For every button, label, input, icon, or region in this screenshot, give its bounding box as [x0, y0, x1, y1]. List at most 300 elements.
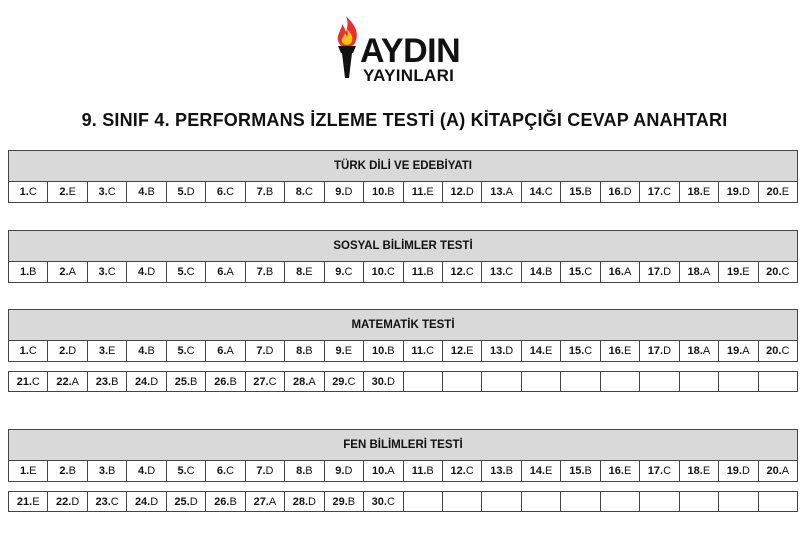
answer-letter: A: [71, 375, 79, 388]
question-number: 23.: [95, 495, 111, 508]
answer-cell: [482, 341, 521, 362]
answer-cell: [719, 461, 758, 482]
answer-cell: [364, 461, 403, 482]
answer-letter: A: [623, 266, 632, 278]
answer-cell: [9, 461, 48, 482]
question-number: 17.: [647, 345, 664, 357]
answer-letter: D: [265, 345, 274, 357]
answer-cell: [522, 182, 561, 203]
answer-letter: A: [702, 345, 711, 357]
answer-cell: [482, 461, 521, 482]
answer-letter: E: [344, 345, 353, 357]
question-number: 17.: [647, 266, 664, 278]
question-number: 29.: [332, 495, 348, 508]
answer-letter: C: [386, 495, 395, 508]
answer-cell: [561, 461, 600, 482]
answer-letter: C: [584, 345, 593, 357]
question-number: 4.: [138, 465, 148, 477]
answer-letter: B: [426, 266, 434, 278]
answer-cell: [601, 182, 640, 203]
answer-cell: [482, 491, 521, 512]
question-number: 5.: [177, 465, 187, 477]
answer-cell: [561, 262, 600, 283]
answer-letter: E: [742, 266, 750, 278]
answer-cell: [680, 262, 719, 283]
answer-letter: E: [781, 186, 790, 198]
question-number: 24.: [134, 375, 151, 388]
answer-cell: [285, 341, 324, 362]
answer-cell: [325, 262, 364, 283]
answer-cell: [9, 491, 48, 512]
answer-letter: C: [107, 266, 116, 278]
answer-cell: [246, 182, 285, 203]
section-header: FEN BİLİMLERİ TESTİ: [8, 429, 798, 461]
question-number: 11.: [411, 266, 427, 278]
question-number: 12.: [450, 186, 466, 198]
answer-cell: [443, 491, 482, 512]
answer-cell: [719, 182, 758, 203]
logo-subtitle: YAYINLARI: [363, 66, 455, 85]
answer-letter: C: [386, 266, 395, 278]
question-number: 13.: [489, 345, 506, 357]
question-number: 17.: [647, 186, 664, 198]
answer-cell: [127, 262, 166, 283]
answer-cell: [640, 182, 679, 203]
answer-letter: A: [742, 345, 750, 357]
question-number: 16.: [608, 465, 624, 477]
answer-cell: [325, 461, 364, 482]
answer-letter: E: [68, 186, 76, 198]
question-number: 24.: [134, 495, 151, 508]
answer-cell: [9, 341, 48, 362]
answer-cell: [206, 182, 245, 203]
answer-cell: [522, 262, 561, 283]
answer-cell: [404, 341, 443, 362]
answer-cell: [640, 371, 679, 392]
question-number: 28.: [292, 495, 309, 508]
answer-section: [8, 429, 798, 512]
question-number: 14.: [529, 465, 546, 477]
answer-cell: [640, 262, 679, 283]
answer-letter: B: [68, 465, 76, 477]
answer-letter: C: [347, 375, 356, 388]
question-number: 19.: [727, 345, 743, 357]
question-number: 21.: [16, 375, 32, 388]
question-number: 12.: [450, 465, 466, 477]
answer-cell: [206, 262, 245, 283]
answer-cell: [167, 491, 206, 512]
answer-cell: [285, 491, 324, 512]
answer-letter: E: [623, 465, 632, 477]
answer-cell: [246, 491, 285, 512]
answer-letter: C: [781, 266, 790, 278]
answer-cell: [364, 341, 403, 362]
answer-letter: D: [71, 495, 80, 508]
aydin-yayinlari-logo: [330, 12, 480, 88]
answer-cell: [719, 262, 758, 283]
answer-letter: B: [111, 375, 119, 388]
question-number: 23.: [95, 375, 112, 388]
answer-row: [8, 262, 798, 283]
answer-cell: [48, 371, 87, 392]
answer-cell: [561, 491, 600, 512]
answer-cell: [364, 371, 403, 392]
answer-cell: [443, 461, 482, 482]
answer-cell: [88, 371, 127, 392]
answer-cell: [759, 461, 798, 482]
answer-letter: D: [386, 375, 395, 388]
question-number: 12.: [450, 345, 467, 357]
answer-letter: C: [781, 345, 790, 357]
answer-cell: [404, 182, 443, 203]
answer-letter: B: [147, 186, 155, 198]
question-number: 3.: [98, 345, 109, 357]
answer-letter: A: [387, 465, 395, 477]
question-number: 12.: [450, 266, 466, 278]
answer-cell: [325, 491, 364, 512]
answer-cell: [88, 341, 127, 362]
answer-section: [8, 150, 798, 203]
answer-letter: E: [623, 345, 632, 357]
answer-letter: B: [426, 465, 434, 477]
answer-letter: C: [31, 375, 40, 388]
answer-cell: [88, 262, 127, 283]
answer-cell: [206, 371, 245, 392]
answer-letter: D: [147, 465, 156, 477]
answer-cell: [482, 182, 521, 203]
section-header: TÜRK DİLİ VE EDEBİYATI: [8, 150, 798, 182]
answer-row: [8, 461, 798, 482]
answer-section: [8, 309, 798, 392]
question-number: 11.: [411, 186, 427, 198]
answer-cell: [719, 491, 758, 512]
answer-cell: [404, 461, 443, 482]
answer-cell: [443, 182, 482, 203]
answer-letter: B: [347, 495, 356, 508]
answer-cell: [561, 182, 600, 203]
answer-letter: E: [545, 345, 553, 357]
question-number: 16.: [608, 266, 624, 278]
answer-letter: B: [305, 465, 313, 477]
answer-letter: D: [741, 186, 750, 198]
question-number: 30.: [371, 495, 387, 508]
question-number: 9.: [335, 345, 345, 357]
answer-letter: C: [663, 186, 672, 198]
answer-row: [8, 182, 798, 203]
answer-cell: [680, 182, 719, 203]
answer-letter: D: [265, 465, 274, 477]
answer-cell: [88, 461, 127, 482]
question-number: 15.: [569, 465, 585, 477]
answer-cell: [719, 341, 758, 362]
answer-letter: B: [387, 186, 395, 198]
question-number: 26.: [214, 375, 230, 388]
answer-letter: E: [108, 345, 116, 357]
answer-letter: A: [308, 375, 316, 388]
answer-letter: C: [465, 465, 474, 477]
section-header: MATEMATİK TESTİ: [8, 309, 798, 341]
question-number: 30.: [371, 375, 387, 388]
answer-letter: D: [150, 495, 159, 508]
question-number: 7.: [256, 465, 266, 477]
answer-letter: D: [189, 495, 198, 508]
question-number: 5.: [177, 266, 187, 278]
answer-cell: [127, 371, 166, 392]
answer-letter: C: [186, 465, 195, 477]
question-number: 20.: [766, 186, 782, 198]
answer-letter: B: [229, 375, 237, 388]
question-number: 20.: [766, 345, 782, 357]
answer-letter: B: [305, 345, 313, 357]
answer-cell: [206, 491, 245, 512]
answer-cell: [9, 371, 48, 392]
answer-letter: D: [150, 375, 159, 388]
answer-cell: [759, 262, 798, 283]
question-number: 14.: [529, 345, 546, 357]
answer-letter: B: [545, 266, 553, 278]
question-number: 8.: [295, 186, 305, 198]
question-number: 5.: [177, 345, 187, 357]
answer-letter: D: [663, 266, 672, 278]
answer-letter: D: [344, 465, 353, 477]
answer-letter: C: [226, 186, 235, 198]
answer-letter: D: [741, 465, 750, 477]
question-number: 29.: [332, 375, 348, 388]
answer-cell: [325, 182, 364, 203]
question-number: 15.: [568, 266, 585, 278]
question-number: 6.: [216, 186, 227, 198]
answer-letter: C: [28, 345, 37, 357]
answer-cell: [482, 262, 521, 283]
answer-letter: A: [505, 186, 513, 198]
answer-cell: [601, 262, 640, 283]
answer-letter: E: [426, 186, 434, 198]
answer-letter: E: [702, 465, 711, 477]
answer-cell: [404, 491, 443, 512]
question-number: 10.: [371, 266, 387, 278]
question-number: 18.: [687, 186, 703, 198]
answer-letter: B: [265, 266, 274, 278]
question-number: 4.: [138, 266, 148, 278]
question-number: 18.: [687, 266, 703, 278]
question-number: 26.: [214, 495, 230, 508]
answer-row: [8, 341, 798, 362]
question-number: 22.: [56, 375, 72, 388]
answer-cell: [246, 341, 285, 362]
answer-cell: [246, 461, 285, 482]
question-number: 19.: [726, 465, 742, 477]
answer-row: [8, 371, 798, 392]
question-number: 19.: [726, 186, 742, 198]
question-number: 11.: [411, 465, 427, 477]
question-number: 18.: [687, 465, 703, 477]
answer-letter: C: [107, 186, 116, 198]
answer-row: [8, 491, 798, 512]
question-number: 11.: [411, 345, 427, 357]
answer-cell: [9, 182, 48, 203]
question-number: 6.: [217, 345, 227, 357]
answer-letter: D: [623, 186, 632, 198]
answer-cell: [601, 341, 640, 362]
question-number: 6.: [216, 465, 227, 477]
question-number: 8.: [296, 465, 306, 477]
question-number: 18.: [687, 345, 703, 357]
answer-letter: A: [226, 266, 234, 278]
question-number: 13.: [490, 465, 506, 477]
answer-letter: D: [68, 345, 77, 357]
answer-cell: [48, 341, 87, 362]
answer-cell: [719, 371, 758, 392]
answer-cell: [325, 341, 364, 362]
answer-letter: A: [781, 465, 790, 477]
question-number: 9.: [335, 266, 345, 278]
answer-cell: [364, 182, 403, 203]
answer-cell: [285, 262, 324, 283]
question-number: 25.: [174, 375, 190, 388]
answer-letter: D: [505, 345, 514, 357]
answer-cell: [48, 182, 87, 203]
question-number: 25.: [174, 495, 190, 508]
question-number: 1.: [19, 266, 30, 278]
answer-cell: [325, 371, 364, 392]
question-number: 15.: [568, 345, 585, 357]
answer-letter: D: [186, 186, 195, 198]
question-number: 5.: [177, 186, 187, 198]
answer-letter: B: [584, 465, 592, 477]
answer-letter: C: [344, 266, 353, 278]
answer-cell: [48, 262, 87, 283]
answer-letter: C: [226, 465, 235, 477]
answer-letter: A: [268, 495, 277, 508]
answer-letter: C: [544, 186, 553, 198]
answer-letter: E: [32, 495, 40, 508]
question-number: 3.: [98, 465, 109, 477]
answer-letter: B: [265, 186, 274, 198]
question-number: 7.: [256, 266, 266, 278]
question-number: 8.: [296, 345, 306, 357]
answer-cell: [522, 341, 561, 362]
answer-letter: B: [147, 345, 155, 357]
answer-cell: [680, 341, 719, 362]
answer-letter: B: [584, 186, 592, 198]
answer-letter: E: [545, 465, 553, 477]
page-title: 9. SINIF 4. PERFORMANS İZLEME TESTİ (A) KİTAPÇIĞI CEVAP ANAHTARI: [81, 110, 728, 130]
answer-cell: [759, 491, 798, 512]
answer-letter: C: [426, 345, 435, 357]
question-number: 17.: [647, 465, 664, 477]
answer-cell: [9, 262, 48, 283]
answer-cell: [680, 371, 719, 392]
answer-letter: B: [505, 465, 513, 477]
answer-cell: [206, 341, 245, 362]
answer-letter: E: [466, 345, 474, 357]
logo-brand: AYDIN: [360, 32, 461, 70]
answer-letter: C: [304, 186, 313, 198]
answer-letter: E: [305, 266, 313, 278]
question-number: 27.: [253, 375, 269, 388]
answer-cell: [246, 371, 285, 392]
answer-cell: [127, 182, 166, 203]
answer-cell: [48, 461, 87, 482]
question-number: 14.: [529, 266, 546, 278]
answer-cell: [640, 491, 679, 512]
question-number: 2.: [59, 186, 69, 198]
answer-cell: [601, 461, 640, 482]
question-number: 9.: [335, 465, 345, 477]
answer-cell: [127, 341, 166, 362]
question-number: 28.: [293, 375, 309, 388]
answer-letter: C: [110, 495, 119, 508]
answer-cell: [167, 461, 206, 482]
question-number: 27.: [253, 495, 269, 508]
answer-letter: C: [505, 266, 514, 278]
answer-cell: [285, 461, 324, 482]
answer-letter: A: [68, 266, 76, 278]
answer-letter: D: [147, 266, 156, 278]
answer-letter: C: [28, 186, 37, 198]
answer-cell: [522, 491, 561, 512]
answer-letter: B: [229, 495, 237, 508]
answer-cell: [443, 262, 482, 283]
question-number: 2.: [59, 345, 69, 357]
answer-letter: B: [108, 465, 116, 477]
answer-cell: [404, 371, 443, 392]
answer-cell: [601, 491, 640, 512]
answer-letter: E: [702, 186, 711, 198]
question-number: 22.: [56, 495, 72, 508]
answer-cell: [167, 341, 206, 362]
section-header: SOSYAL BİLİMLER TESTİ: [8, 230, 798, 262]
answer-letter: D: [663, 345, 672, 357]
answer-cell: [206, 461, 245, 482]
question-number: 13.: [489, 266, 506, 278]
answer-letter: B: [387, 345, 395, 357]
answer-cell: [127, 461, 166, 482]
answer-letter: D: [465, 186, 474, 198]
question-number: 13.: [490, 186, 506, 198]
answer-cell: [364, 491, 403, 512]
question-number: 1.: [19, 465, 30, 477]
question-number: 7.: [256, 345, 266, 357]
question-number: 3.: [98, 266, 108, 278]
answer-cell: [167, 182, 206, 203]
answer-letter: B: [29, 266, 37, 278]
answer-letter: C: [186, 266, 195, 278]
answer-cell: [285, 371, 324, 392]
answer-cell: [364, 262, 403, 283]
question-number: 7.: [256, 186, 266, 198]
answer-cell: [246, 262, 285, 283]
question-number: 20.: [766, 266, 782, 278]
question-number: 20.: [766, 465, 782, 477]
answer-cell: [759, 182, 798, 203]
question-number: 2.: [59, 465, 69, 477]
question-number: 4.: [138, 186, 148, 198]
answer-cell: [443, 371, 482, 392]
answer-cell: [88, 182, 127, 203]
answer-cell: [88, 491, 127, 512]
answer-cell: [640, 461, 679, 482]
answer-letter: D: [308, 495, 316, 508]
answer-cell: [285, 182, 324, 203]
answer-cell: [640, 341, 679, 362]
question-number: 2.: [59, 266, 69, 278]
answer-cell: [443, 341, 482, 362]
answer-letter: C: [465, 266, 474, 278]
question-number: 16.: [608, 345, 624, 357]
question-number: 15.: [569, 186, 585, 198]
question-number: 4.: [138, 345, 148, 357]
